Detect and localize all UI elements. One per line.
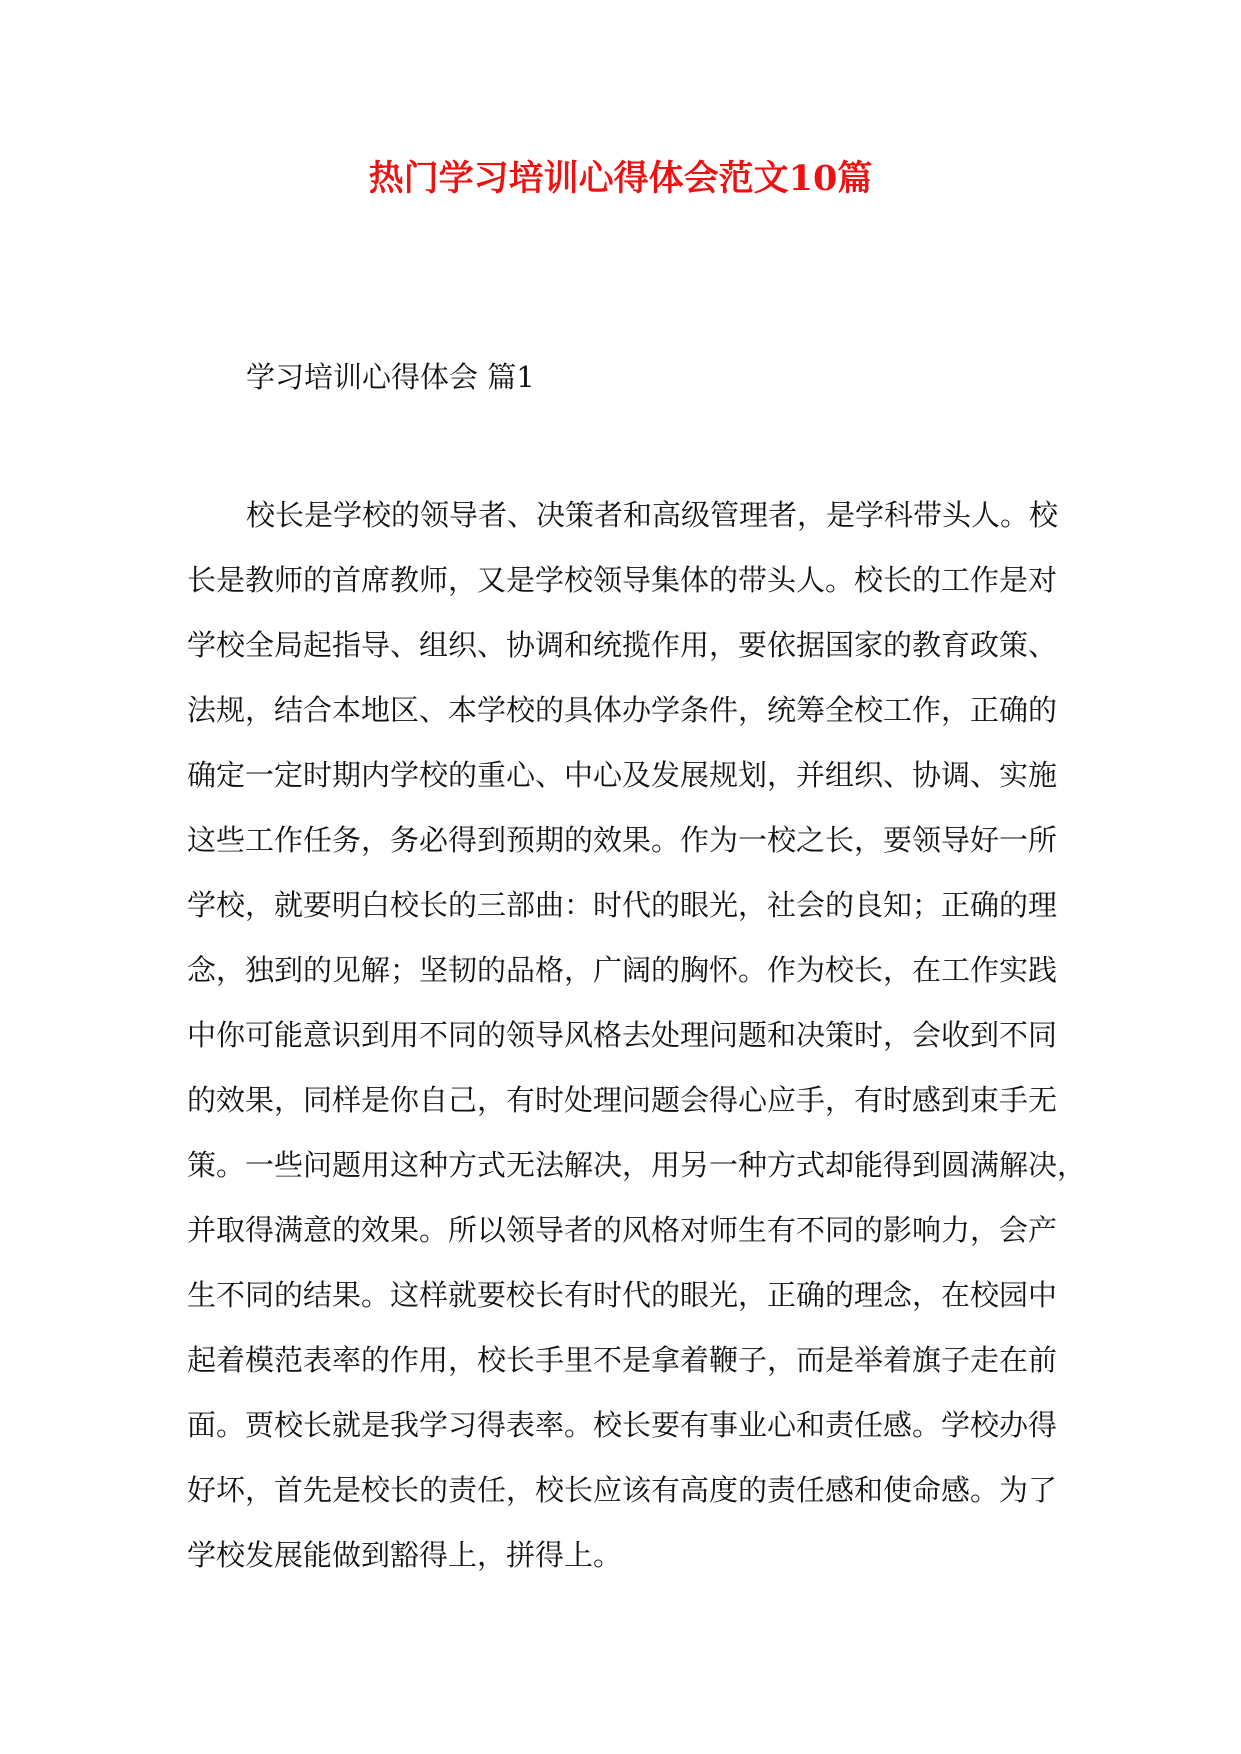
paragraph-line: 并取得满意的效果。所以领导者的风格对师生有不同的影响力，会产 xyxy=(187,1213,1058,1247)
paragraph-line: 长是教师的首席教师，又是学校领导集体的带头人。校长的工作是对 xyxy=(187,563,1058,597)
paragraph-line: 生不同的结果。这样就要校长有时代的眼光，正确的理念，在校园中 xyxy=(187,1278,1058,1312)
paragraph-line: 校长是学校的领导者、决策者和高级管理者，是学科带头人。校 xyxy=(246,498,1059,532)
paragraph-line: 的效果，同样是你自己，有时处理问题会得心应手，有时感到束手无 xyxy=(187,1083,1058,1117)
paragraph-line: 好坏，首先是校长的责任，校长应该有高度的责任感和使命感。为了 xyxy=(187,1473,1058,1507)
paragraph-line: 起着模范表率的作用，校长手里不是拿着鞭子，而是举着旗子走在前 xyxy=(187,1343,1058,1377)
paragraph-line: 学校，就要明白校长的三部曲：时代的眼光，社会的良知；正确的理 xyxy=(187,888,1058,922)
paragraph-line: 中你可能意识到用不同的领导风格去处理问题和决策时，会收到不同 xyxy=(187,1018,1058,1052)
paragraph-line: 确定一定时期内学校的重心、中心及发展规划，并组织、协调、实施 xyxy=(187,758,1058,792)
section-heading: 学习培训心得体会 篇1 xyxy=(246,360,535,394)
paragraph-line: 念，独到的见解；坚韧的品格，广阔的胸怀。作为校长，在工作实践 xyxy=(187,953,1058,987)
paragraph-line: 策。一些问题用这种方式无法解决，用另一种方式却能得到圆满解决， xyxy=(187,1148,1087,1182)
paragraph-line: 学校发展能做到豁得上，拼得上。 xyxy=(187,1538,623,1572)
paragraph-line: 这些工作任务，务必得到预期的效果。作为一校之长，要领导好一所 xyxy=(187,823,1058,857)
paragraph-line: 法规，结合本地区、本学校的具体办学条件，统筹全校工作，正确的 xyxy=(187,693,1058,727)
paragraph-line: 学校全局起指导、组织、协调和统揽作用，要依据国家的教育政策、 xyxy=(187,628,1058,662)
document-title: 热门学习培训心得体会范文10篇 xyxy=(368,158,873,199)
paragraph-line: 面。贾校长就是我学习得表率。校长要有事业心和责任感。学校办得 xyxy=(187,1408,1058,1442)
body-paragraph xyxy=(187,483,1087,1588)
